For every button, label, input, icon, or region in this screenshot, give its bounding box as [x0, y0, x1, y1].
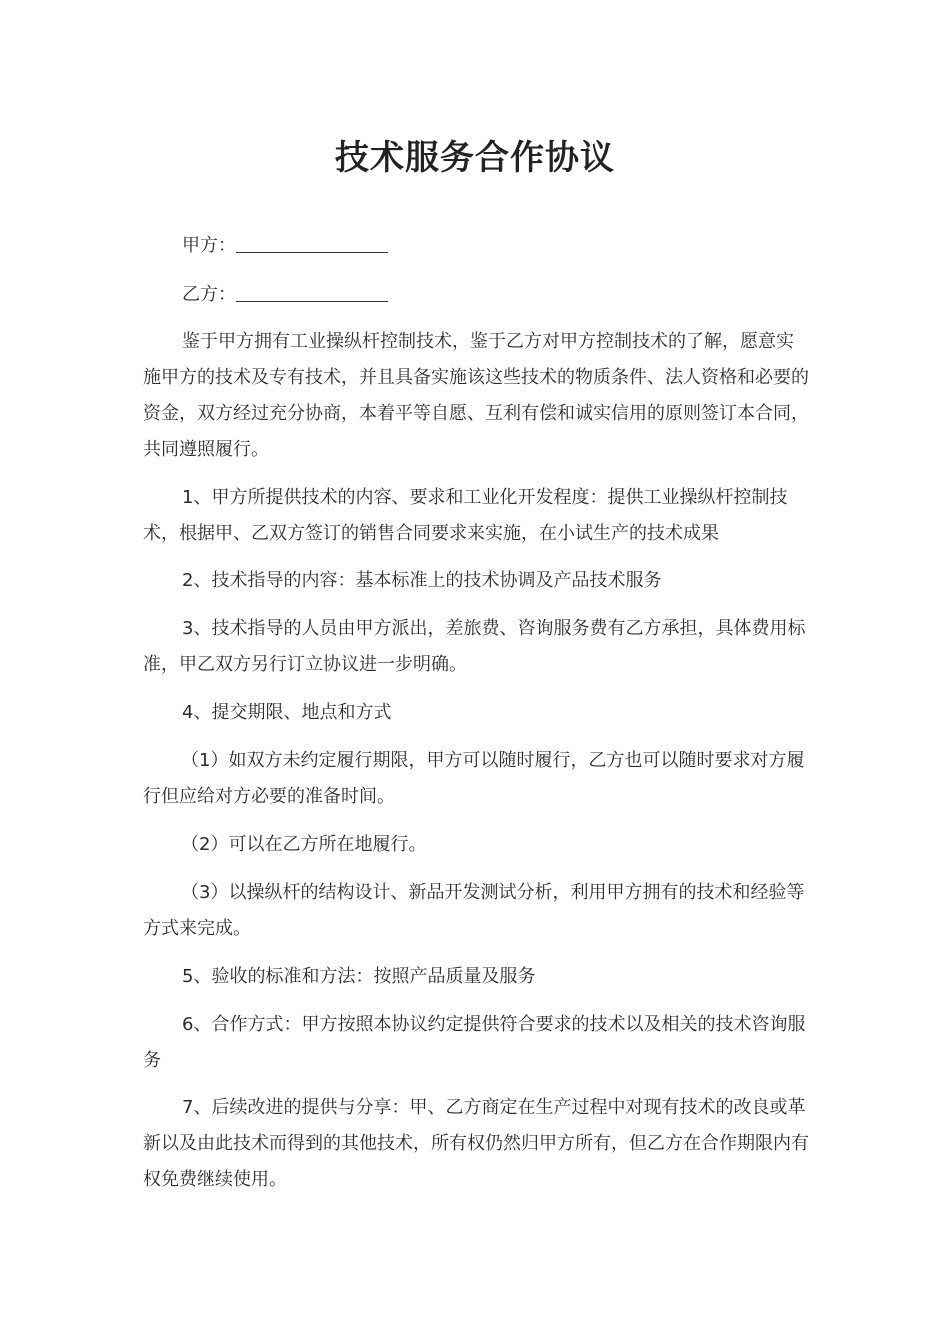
clause-4-item-1: （1）如双方未约定履行期限，甲方可以随时履行，乙方也可以随时要求对方履行但应给对方必要的准备时间。 — [143, 750, 805, 807]
clause-4-item-2: （2）可以在乙方所在地履行。 — [181, 834, 427, 855]
clause-3: 3、技术指导的人员由甲方派出，差旅费、咨询服务费有乙方承担，具体费用标准，甲乙双方另行订立协议进一步明确。 — [143, 618, 806, 675]
clause-4-item-3: （3）以操纵杆的结构设计、新品开发测试分析，利用甲方拥有的技术和经验等方式来完成。 — [143, 882, 805, 939]
party-a-label: 甲方： — [182, 235, 236, 256]
clause-5: 5、验收的标准和方法：按照产品质量及服务 — [182, 966, 536, 987]
party-a-line — [182, 231, 388, 261]
party-a-blank — [236, 232, 388, 253]
party-b-blank — [236, 281, 388, 302]
clause-1: 1、甲方所提供技术的内容、要求和工业化开发程度：提供工业操纵杆控制技术，根据甲、乙双方签订的销售合同要求来实施，在小试生产的技术成果 — [143, 487, 788, 544]
document-title: 技术服务合作协议 — [335, 138, 615, 178]
preamble-paragraph: 鉴于甲方拥有工业操纵杆控制技术，鉴于乙方对甲方控制技术的了解，愿意实施甲方的技术及专有技术，并且具备实施该这些技术的物质条件、法人资格和必要的资金，双方经过充分协商，本着平等自愿、互利有偿和诚实信用的原则签订本合同，共同遵照履行。 — [143, 331, 809, 460]
clause-2: 2、技术指导的内容：基本标准上的技术协调及产品技术服务 — [182, 570, 662, 591]
clause-6: 6、合作方式：甲方按照本协议约定提供符合要求的技术以及相关的技术咨询服务 — [143, 1014, 806, 1071]
party-b-line — [182, 280, 388, 310]
party-b-label: 乙方： — [182, 284, 236, 305]
clause-4: 4、提交期限、地点和方式 — [182, 702, 392, 723]
clause-7: 7、后续改进的提供与分享：甲、乙方商定在生产过程中对现有技术的改良或革新以及由此技术而得到的其他技术，所有权仍然归甲方所有，但乙方在合作期限内有权免费继续使用。 — [143, 1097, 809, 1190]
